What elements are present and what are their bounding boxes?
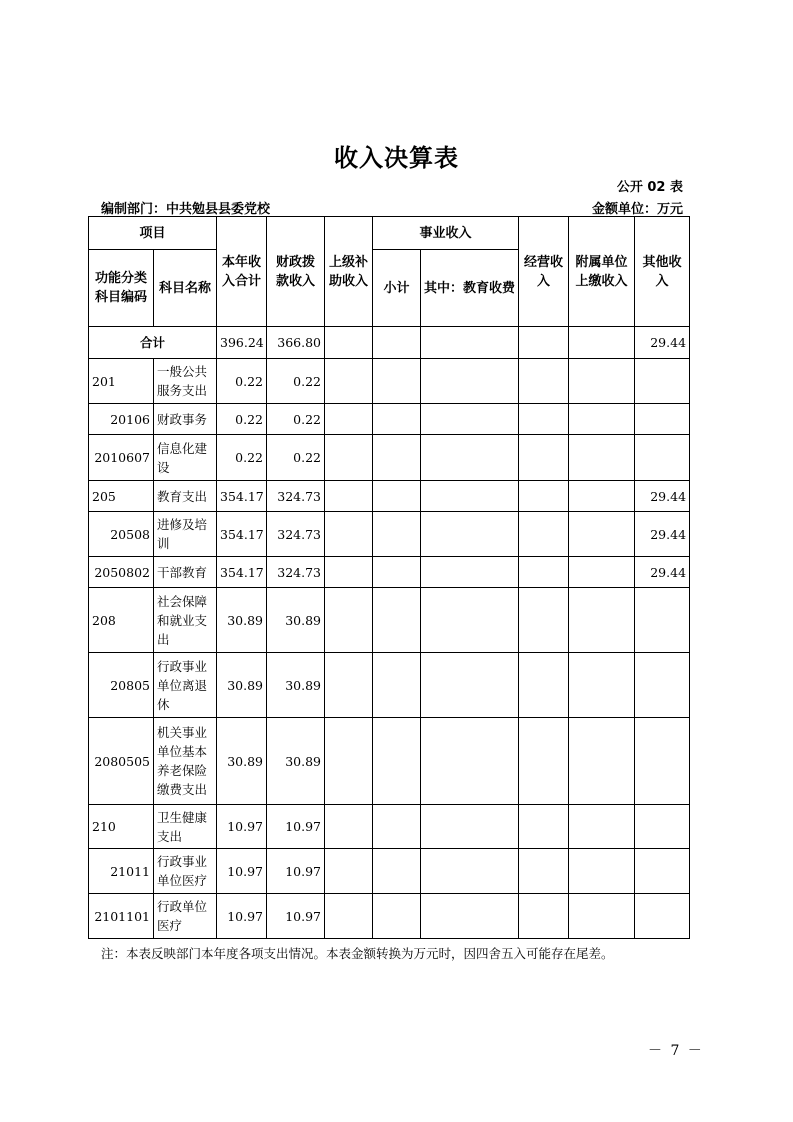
row-name: 行政单位医疗 [154, 894, 217, 939]
row-total: 354.17 [217, 481, 267, 512]
row-other [635, 359, 690, 404]
row-code: 20508 [89, 512, 154, 557]
row-code: 21011 [89, 849, 154, 894]
row-fiscal: 10.97 [267, 849, 325, 894]
row-fiscal: 30.89 [267, 718, 325, 805]
row-code: 2050802 [89, 557, 154, 588]
row-total: 10.97 [217, 805, 267, 849]
row-total: 30.89 [217, 588, 267, 653]
table-row [89, 805, 690, 849]
total-label: 合计 [89, 327, 217, 359]
row-total: 30.89 [217, 653, 267, 718]
row-fiscal: 10.97 [267, 805, 325, 849]
table-row [89, 512, 690, 557]
row-code: 208 [89, 588, 154, 653]
row-total: 10.97 [217, 894, 267, 939]
row-name: 一般公共服务支出 [154, 359, 217, 404]
row-fiscal: 10.97 [267, 894, 325, 939]
row-total: 0.22 [217, 435, 267, 481]
row-name: 信息化建设 [154, 435, 217, 481]
table-row [89, 894, 690, 939]
row-code: 20805 [89, 653, 154, 718]
header-business: 事业收入 [373, 217, 519, 250]
table-row [89, 588, 690, 653]
total-row [89, 327, 690, 359]
header-subtotal: 小计 [373, 250, 421, 327]
row-total: 10.97 [217, 849, 267, 894]
header-fiscal: 财政拨款收入 [267, 217, 325, 327]
row-fiscal: 324.73 [267, 481, 325, 512]
row-name: 行政事业单位离退休 [154, 653, 217, 718]
header-other: 其他收入 [635, 217, 690, 327]
row-total: 0.22 [217, 359, 267, 404]
form-number: 公开 02 表 [616, 180, 683, 195]
total-fiscal: 366.80 [267, 327, 325, 359]
table-row [89, 359, 690, 404]
row-name: 进修及培训 [154, 512, 217, 557]
row-name: 财政事务 [154, 404, 217, 435]
row-total: 0.22 [217, 404, 267, 435]
department-label: 编制部门：中共勉县县委党校 [101, 202, 271, 217]
table-row [89, 849, 690, 894]
row-other [635, 718, 690, 805]
row-total: 354.17 [217, 557, 267, 588]
row-name: 干部教育 [154, 557, 217, 588]
table-row [89, 718, 690, 805]
row-name: 行政事业单位医疗 [154, 849, 217, 894]
header-project: 项目 [89, 217, 217, 250]
header-total: 本年收入合计 [217, 217, 267, 327]
table-row [89, 404, 690, 435]
row-total: 30.89 [217, 718, 267, 805]
row-other: 29.44 [635, 512, 690, 557]
unit-label: 金额单位：万元 [591, 202, 683, 217]
row-name: 机关事业单位基本养老保险缴费支出 [154, 718, 217, 805]
row-code: 210 [89, 805, 154, 849]
page-title: 收入决算表 [334, 144, 459, 172]
row-code: 2010607 [89, 435, 154, 481]
header-operating: 经营收入 [519, 217, 569, 327]
row-fiscal: 30.89 [267, 653, 325, 718]
row-fiscal: 324.73 [267, 512, 325, 557]
row-code: 2080505 [89, 718, 154, 805]
row-name: 社会保障和就业支出 [154, 588, 217, 653]
table-row [89, 653, 690, 718]
row-other [635, 894, 690, 939]
header-superior: 上级补助收入 [325, 217, 373, 327]
row-fiscal: 30.89 [267, 588, 325, 653]
page-number: － 7 － [648, 1043, 704, 1059]
row-name: 卫生健康支出 [154, 805, 217, 849]
table-row [89, 435, 690, 481]
table-row [89, 557, 690, 588]
row-other: 29.44 [635, 481, 690, 512]
row-fiscal: 0.22 [267, 359, 325, 404]
row-other [635, 588, 690, 653]
row-fiscal: 0.22 [267, 435, 325, 481]
income-table [88, 216, 690, 939]
row-name: 教育支出 [154, 481, 217, 512]
row-code: 2101101 [89, 894, 154, 939]
row-other [635, 805, 690, 849]
row-other [635, 404, 690, 435]
row-other [635, 435, 690, 481]
header-affiliated: 附属单位上缴收入 [569, 217, 635, 327]
row-other: 29.44 [635, 557, 690, 588]
row-fiscal: 324.73 [267, 557, 325, 588]
total-other: 29.44 [635, 327, 690, 359]
row-code: 201 [89, 359, 154, 404]
header-func-code: 功能分类科目编码 [89, 250, 154, 327]
row-total: 354.17 [217, 512, 267, 557]
total-total: 396.24 [217, 327, 267, 359]
table-row [89, 481, 690, 512]
row-code: 20106 [89, 404, 154, 435]
row-other [635, 653, 690, 718]
header-edu-fee: 其中：教育收费 [421, 250, 519, 327]
header-row-1 [89, 217, 690, 250]
row-fiscal: 0.22 [267, 404, 325, 435]
header-subject-name: 科目名称 [154, 250, 217, 327]
row-code: 205 [89, 481, 154, 512]
row-other [635, 849, 690, 894]
footnote: 注：本表反映部门本年度各项支出情况。本表金额转换为万元时，因四舍五入可能存在尾差。 [101, 946, 614, 961]
